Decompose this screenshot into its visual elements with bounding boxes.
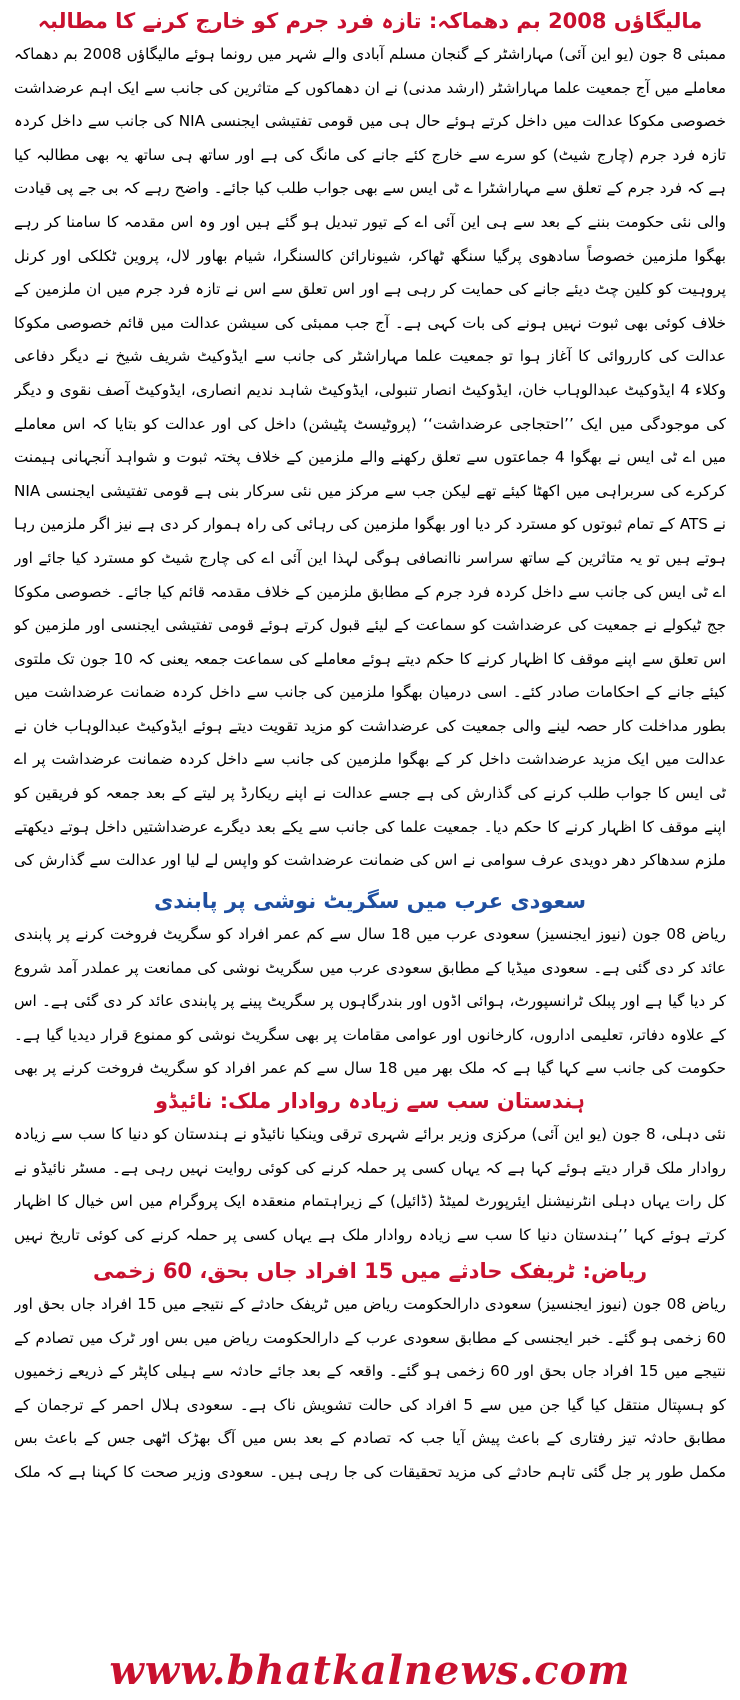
article-body-malegaon: ممبئی 8 جون (یو این آئی) مہاراشٹر کے گنجان مسلم آبادی والے شہر میں رونما ہوئے مالیگاؤں 2008 بم دھماکہ معاملے میں آج جمعیت علما مہاراشٹر (ارشد مدنی) نے ان دھماکوں کے متاثرین کی جانب سے ایک اہم عرضداشت خصوصی مکوکا عدالت میں داخل کرتے ہوئے حال ہی میں قومی تفتیشی ایجنسی NIA کی جانب سے داخل کردہ تازہ فرد جرم (چارج شیٹ) کو سرے سے خارج کئے جانے کی مانگ کی ہے اور ساتھ ہی ساتھ یہ بھی مطالبہ کیا ہے کہ فرد جرم کے تعلق سے مہاراشٹرا ے ٹی ایس سے بھی جواب طلب کیا جائے۔ واضح رہے کہ بی جے پی قیادت والی نئی حکومت بننے کے بعد سے ہی این آئی اے کے تیور تبدیل ہو گئے ہیں اور وہ اس مقدمہ کا سامنا کر رہے بھگوا ملزمین خصوصاً سادھوی پرگیا سنگھ ٹھاکر، شیونارائن کالسنگرا، شیام بھاور لال، پروین ٹکلکی اور کرنل پروہیت کو کلین چٹ دیئے جانے کی حمایت کر رہی ہے اور اس تعلق سے اس نے تازہ فرد جرم میں ان ملزمین کے خلاف کوئی بھی ثبوت نہیں ہونے کی بات کہی ہے۔ آج جب ممبئی کی سیشن عدالت میں قائم خصوصی مکوکا عدالت کی کارروائی کا آغاز ہوا تو جمعیت علما مہاراشٹر کی جانب سے ایڈوکیٹ شریف شیخ نے دیگر دفاعی وکلاء 4 ایڈوکیٹ عبدالوہاب خان، ایڈوکیٹ انصار تنبولی، ایڈوکیٹ شاہد ندیم انصاری، ایڈوکیٹ آصف نقوی و دیگر کی موجودگی میں ایک ’’احتجاجی عرضداشت‘‘ (پروٹیسٹ پٹیشن) داخل کی اور عدالت کو بتایا کہ اس معاملے میں اے ٹی ایس نے بھگوا 4 جماعتوں سے تعلق رکھنے والے ملزمین کے خلاف پختہ ثبوت و شواہد آنجہانی ہیمنت کرکرے کی سربراہی میں اکھٹا کیئے تھے لیکن جب سے مرکز میں نئی سرکار بنی ہے قومی تفتیشی ایجنسی NIA نے ATS کے تمام ثبوتوں کو مسترد کر دیا اور بھگوا ملزمین کی رہائی کی راہ ہموار کر دی ہے نیز اگر ملزمین رہا ہوتے ہیں تو یہ متاثرین کے ساتھ سراسر ناانصافی ہوگی لہذا این آئی اے کی چارج شیٹ کو مسترد کیا جائے اور اے ٹی ایس کی جانب سے داخل کردہ فرد جرم کے مطابق ملزمین کے خلاف مقدمہ قائم کیا جائے۔ خصوصی مکوکا جج ٹیکولے نے جمعیت کی عرضداشت کو سماعت کے لیئے قبول کرتے ہوئے قومی تفتیشی ایجنسی اور ملزمین کو اس تعلق سے اپنے موقف کا اظہار کرنے کا حکم دیتے ہوئے معاملے کی سماعت جمعہ یعنی کہ 10 جون تک ملتوی کیئے جانے کے احکامات صادر کئے۔ اسی درمیان بھگوا ملزمین کی جانب سے داخل کردہ ضمانت عرضداشت میں بطور مداخلت کار حصہ لینے والی جمعیت کی عرضداشت کو مزید تقویت دیتے ہوئے ایڈوکیٹ عبدالوہاب خان نے عدالت میں ایک مزید عرضداشت داخل کر کے بھگوا ملزمین کی جانب سے داخل کردہ ضمانت عرضداشت پر اے ٹی ایس کا جواب طلب کرنے کی گذارش کی ہے جسے عدالت نے اپنے ریکارڈ پر لیتے کے بعد جمعہ کو فریقین کو اپنے موقف کا اظہار کرنے کا حکم دیا۔ جمعیت علما کی جانب سے یکے بعد دیگرے عرضداشتیں داخل ہوتے دیکھتے ملزم سدھاکر دھر دویدی عرف سوامی نے اس کی ضمانت عرضداشت کو واپس لے لیا اور عدالت سے گذارش کی: [14, 45, 726, 870]
article-body-naidu: نئی دہلی، 8 جون (یو این آئی) مرکزی وزیر برائے شہری ترقی وینکیا نائیڈو نے ہندستان کو دنیا کا سب سے زیادہ روادار ملک قرار دیتے ہوئے کہا ہے کہ یہاں کسی پر حملہ کرنے کی کوئی روایت نہیں رہی ہے۔ مسٹر نائیڈو نے کل رات یہاں دہلی انٹرنیشنل ایئرپورٹ لمیٹڈ (ڈائیل) کے زیراہتمام منعقدہ ایک پروگرام میں اس خیال کا اظہار کرتے ہوئے کہا ’’ہندستان دنیا کا سب سے زیادہ روادار ملک ہے یہاں کسی پر حملہ کرنے کی کوئی تاریخ نہیں: [14, 1125, 726, 1244]
article-body-riyadh-accident: ریاض 08 جون (نیوز ایجنسیز) سعودی دارالحکومت ریاض میں ٹریفک حادثے کے نتیجے میں 15 افراد جاں بحق اور 60 زخمی ہو گئے۔ خبر ایجنسی کے مطابق سعودی عرب کے دارالحکومت ریاض میں بس اور ٹرک میں تصادم کے نتیجے میں 15 افراد جاں بحق اور 60 زخمی ہو گئے۔ واقعہ کے بعد جائے حادثہ سے ہیلی کاپٹر کے ذریعے زخمیوں کو ہسپتال منتقل کیا گیا جن میں سے 5 افراد کی حالت تشویش ناک ہے۔ سعودی ہلال احمر کے ترجمان کے مطابق حادثہ تیز رفتاری کے باعث پیش آیا جب کہ تصادم کے بعد بس میں آگ بھڑک اٹھی جس کے باعث بس مکمل طور پر جل گئی تاہم حادثے کی مزید تحقیقات کی جا رہی ہیں۔ سعودی وزیر صحت کا کہنا ہے کہ ملک: [14, 1295, 726, 1481]
headline-malegaon: مالیگاؤں 2008 بم دھماکہ: تازہ فرد جرم کو خارج کرنے کا مطالبہ: [37, 9, 703, 33]
site-url-link[interactable]: www.bhatkalnews.com: [109, 1647, 631, 1694]
article-naidu: [14, 1086, 726, 1256]
article-malegaon: [14, 6, 726, 886]
headline-saudi-smoking: سعودی عرب میں سگریٹ نوشی پر پابندی: [153, 889, 587, 913]
article-body-saudi-smoking: ریاض 08 جون (نیوز ایجنسیز) سعودی عرب میں 18 سال سے کم عمر افراد کو سگریٹ فروخت کرنے پر پابندی عائد کر دی گئی ہے۔ سعودی میڈیا کے مطابق سعودی عرب میں سگریٹ نوشی کی ممانعت پر عملدر آمد شروع کر دیا گیا ہے اور پبلک ٹرانسپورٹ، ہوائی اڈوں اور بندرگاہوں پر سگریٹ پینے پر پابندی عائد کر دی گئی ہے۔ اس کے علاوہ دفاتر، تعلیمی اداروں، کارخانوں اور عوامی مقامات پر بھی سگریٹ نوشی کو ممنوع قرار دیدیا گیا ہے۔ حکومت کی جانب سے کہا گیا ہے کہ ملک بھر میں 18 سال سے کم عمر افراد کو سگریٹ فروخت کرنے پر بھی: [14, 925, 726, 1078]
headline-riyadh-accident: ریاض: ٹریفک حادثے میں 15 افراد جاں بحق، 60 زخمی: [92, 1259, 648, 1283]
article-riyadh-accident: [14, 1256, 726, 1492]
headline-naidu: ہندستان سب سے زیادہ روادار ملک: نائیڈو: [155, 1089, 585, 1113]
article-saudi-smoking: [14, 886, 726, 1086]
